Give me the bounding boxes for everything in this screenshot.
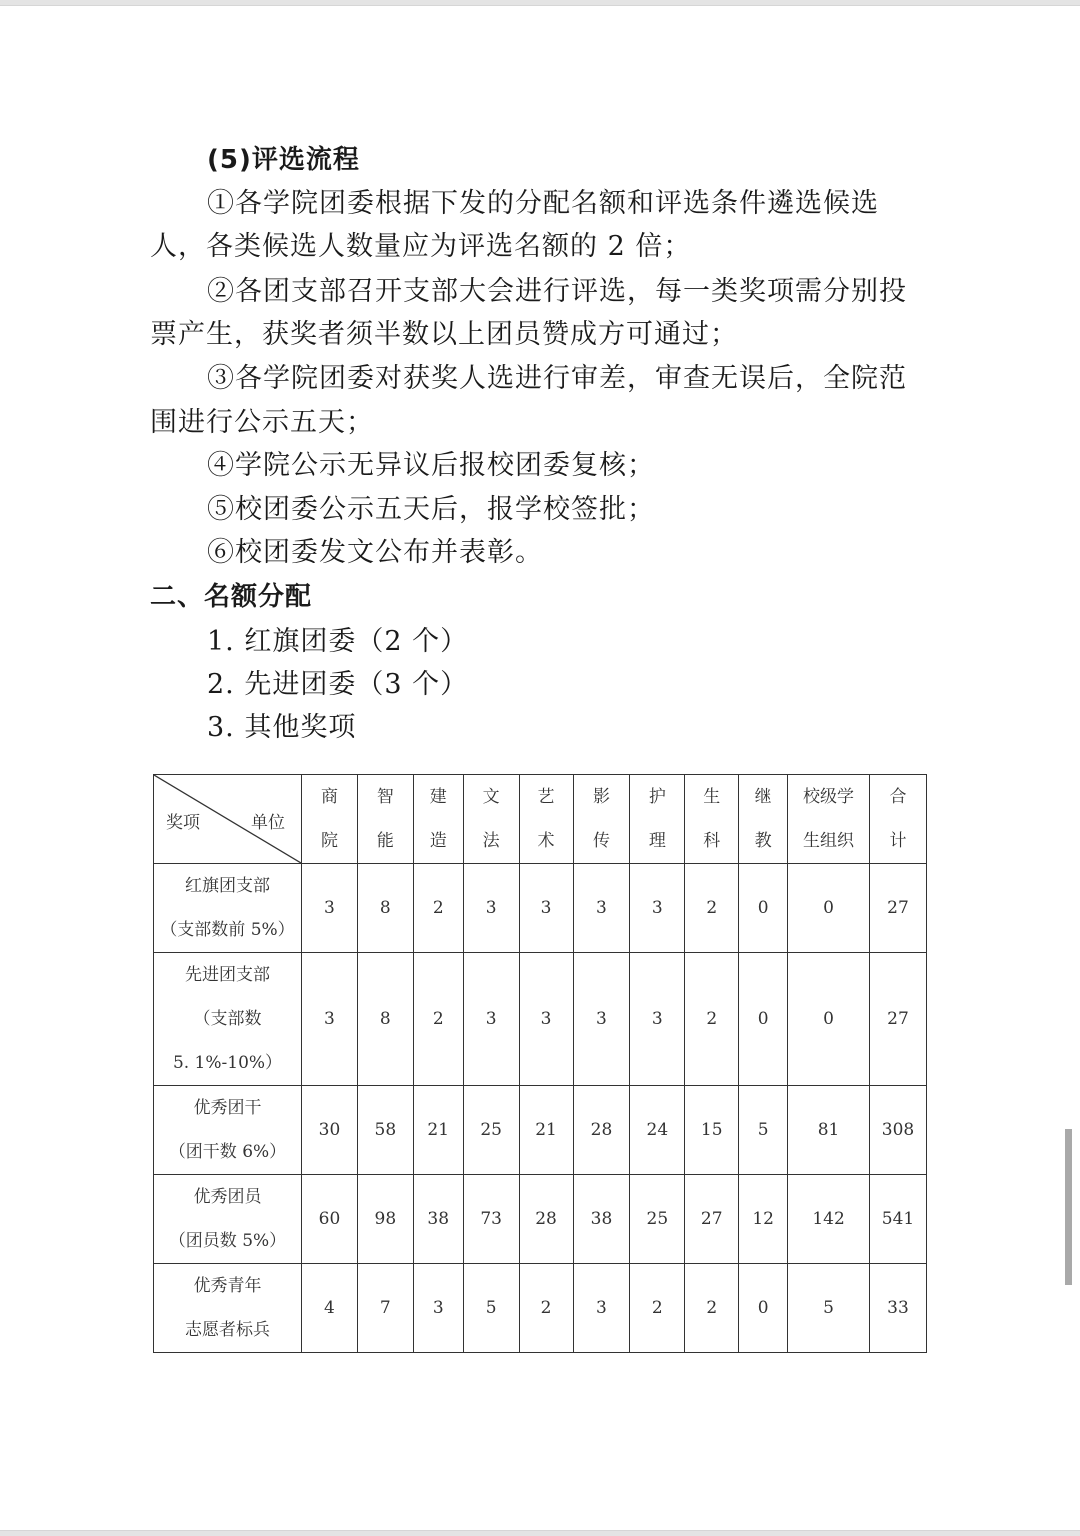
table-row bbox=[154, 1175, 927, 1264]
row-label-cell bbox=[154, 1264, 302, 1353]
value-cell: 73 bbox=[463, 1175, 519, 1264]
row-label-line: 优秀团干 bbox=[193, 1098, 262, 1118]
value-cell: 2 bbox=[685, 953, 739, 1086]
row-label-line: 志愿者标兵 bbox=[185, 1320, 270, 1340]
value-cell: 25 bbox=[630, 1175, 685, 1264]
value-cell: 5 bbox=[463, 1264, 519, 1353]
value-cell: 3 bbox=[519, 864, 573, 953]
value-cell: 3 bbox=[573, 1264, 630, 1353]
row-label-cell bbox=[154, 953, 302, 1086]
value-cell: 2 bbox=[630, 1264, 685, 1353]
column-header: 建 造 bbox=[413, 775, 463, 864]
corner-row-label: 奖项 bbox=[166, 813, 200, 833]
column-header: 生 科 bbox=[685, 775, 739, 864]
allocation-item-3: 3. 其他奖项 bbox=[207, 712, 357, 743]
value-cell: 8 bbox=[357, 864, 413, 953]
row-label-line: （团员数 5%） bbox=[168, 1231, 287, 1251]
column-header: 艺 术 bbox=[519, 775, 573, 864]
step-4: ④学院公示无异议后报校团委复核； bbox=[207, 450, 655, 481]
row-label-line: 红旗团支部 bbox=[185, 876, 270, 896]
value-cell: 0 bbox=[739, 953, 788, 1086]
step-1-line-2: 人，各类候选人数量应为评选名额的 2 倍； bbox=[150, 231, 692, 262]
value-cell: 308 bbox=[869, 1086, 926, 1175]
column-header: 文 法 bbox=[463, 775, 519, 864]
value-cell: 3 bbox=[302, 953, 358, 1086]
table-row bbox=[154, 864, 927, 953]
row-label-line: （团干数 6%） bbox=[168, 1142, 287, 1162]
value-cell: 30 bbox=[302, 1086, 358, 1175]
table-row bbox=[154, 1264, 927, 1353]
allocation-item-1: 1. 红旗团委（2 个） bbox=[207, 626, 469, 657]
value-cell: 7 bbox=[357, 1264, 413, 1353]
row-label-line: （支部数前 5%） bbox=[160, 920, 295, 940]
value-cell: 5 bbox=[739, 1086, 788, 1175]
value-cell: 3 bbox=[463, 953, 519, 1086]
corner-cell bbox=[154, 775, 302, 864]
column-header: 智 能 bbox=[357, 775, 413, 864]
value-cell: 21 bbox=[413, 1086, 463, 1175]
value-cell: 3 bbox=[302, 864, 358, 953]
value-cell: 2 bbox=[685, 864, 739, 953]
value-cell: 12 bbox=[739, 1175, 788, 1264]
value-cell: 2 bbox=[685, 1264, 739, 1353]
table-row bbox=[154, 1086, 927, 1175]
value-cell: 2 bbox=[519, 1264, 573, 1353]
value-cell: 8 bbox=[357, 953, 413, 1086]
column-header: 校级学 生组织 bbox=[788, 775, 870, 864]
row-label-line: （支部数 bbox=[193, 1009, 262, 1029]
value-cell: 38 bbox=[413, 1175, 463, 1264]
column-header: 影 传 bbox=[573, 775, 630, 864]
value-cell: 28 bbox=[519, 1175, 573, 1264]
value-cell: 60 bbox=[302, 1175, 358, 1264]
row-label-line: 优秀青年 bbox=[193, 1276, 262, 1296]
step-2-line-1: ②各团支部召开支部大会进行评选，每一类奖项需分别投 bbox=[207, 276, 907, 307]
row-label-cell bbox=[154, 1175, 302, 1264]
corner-col-label: 单位 bbox=[251, 813, 285, 833]
value-cell: 0 bbox=[788, 864, 870, 953]
step-1-line-1: ①各学院团委根据下发的分配名额和评选条件遴选候选 bbox=[207, 188, 879, 219]
value-cell: 3 bbox=[573, 953, 630, 1086]
row-label-line: 优秀团员 bbox=[193, 1187, 262, 1207]
row-label-line: 5. 1%-10%） bbox=[172, 1053, 283, 1073]
quota-table bbox=[153, 774, 927, 1353]
value-cell: 27 bbox=[685, 1175, 739, 1264]
value-cell: 98 bbox=[357, 1175, 413, 1264]
value-cell: 25 bbox=[463, 1086, 519, 1175]
value-cell: 81 bbox=[788, 1086, 870, 1175]
allocation-item-2: 2. 先进团委（3 个） bbox=[207, 669, 469, 700]
value-cell: 0 bbox=[739, 1264, 788, 1353]
allocation-heading: 二、名额分配 bbox=[150, 582, 313, 612]
scrollbar-thumb[interactable] bbox=[1065, 1129, 1072, 1285]
value-cell: 24 bbox=[630, 1086, 685, 1175]
value-cell: 3 bbox=[630, 953, 685, 1086]
step-6: ⑥校团委发文公布并表彰。 bbox=[207, 537, 543, 568]
value-cell: 3 bbox=[573, 864, 630, 953]
value-cell: 3 bbox=[463, 864, 519, 953]
value-cell: 3 bbox=[519, 953, 573, 1086]
step-3-line-1: ③各学院团委对获奖人选进行审差，审查无误后，全院范 bbox=[207, 363, 907, 394]
table-header-row bbox=[154, 775, 927, 864]
value-cell: 27 bbox=[869, 864, 926, 953]
column-header: 合 计 bbox=[869, 775, 926, 864]
row-label-line: 先进团支部 bbox=[185, 965, 270, 985]
value-cell: 4 bbox=[302, 1264, 358, 1353]
value-cell: 0 bbox=[788, 953, 870, 1086]
value-cell: 27 bbox=[869, 953, 926, 1086]
value-cell: 5 bbox=[788, 1264, 870, 1353]
column-header: 商 院 bbox=[302, 775, 358, 864]
step-2-line-2: 票产生，获奖者须半数以上团员赞成方可通过； bbox=[150, 319, 738, 350]
bottom-edge-bar bbox=[0, 1530, 1080, 1536]
value-cell: 28 bbox=[573, 1086, 630, 1175]
value-cell: 15 bbox=[685, 1086, 739, 1175]
table-row bbox=[154, 953, 927, 1086]
value-cell: 541 bbox=[869, 1175, 926, 1264]
process-heading: (5)评选流程 bbox=[207, 145, 360, 175]
column-header: 护 理 bbox=[630, 775, 685, 864]
top-edge-bar bbox=[0, 0, 1080, 6]
step-3-line-2: 围进行公示五天； bbox=[150, 407, 374, 438]
value-cell: 0 bbox=[739, 864, 788, 953]
row-label-cell bbox=[154, 864, 302, 953]
value-cell: 2 bbox=[413, 864, 463, 953]
value-cell: 3 bbox=[413, 1264, 463, 1353]
value-cell: 142 bbox=[788, 1175, 870, 1264]
value-cell: 2 bbox=[413, 953, 463, 1086]
value-cell: 58 bbox=[357, 1086, 413, 1175]
value-cell: 33 bbox=[869, 1264, 926, 1353]
value-cell: 21 bbox=[519, 1086, 573, 1175]
value-cell: 3 bbox=[630, 864, 685, 953]
row-label-cell bbox=[154, 1086, 302, 1175]
step-5: ⑤校团委公示五天后，报学校签批； bbox=[207, 494, 655, 525]
value-cell: 38 bbox=[573, 1175, 630, 1264]
column-header: 继 教 bbox=[739, 775, 788, 864]
